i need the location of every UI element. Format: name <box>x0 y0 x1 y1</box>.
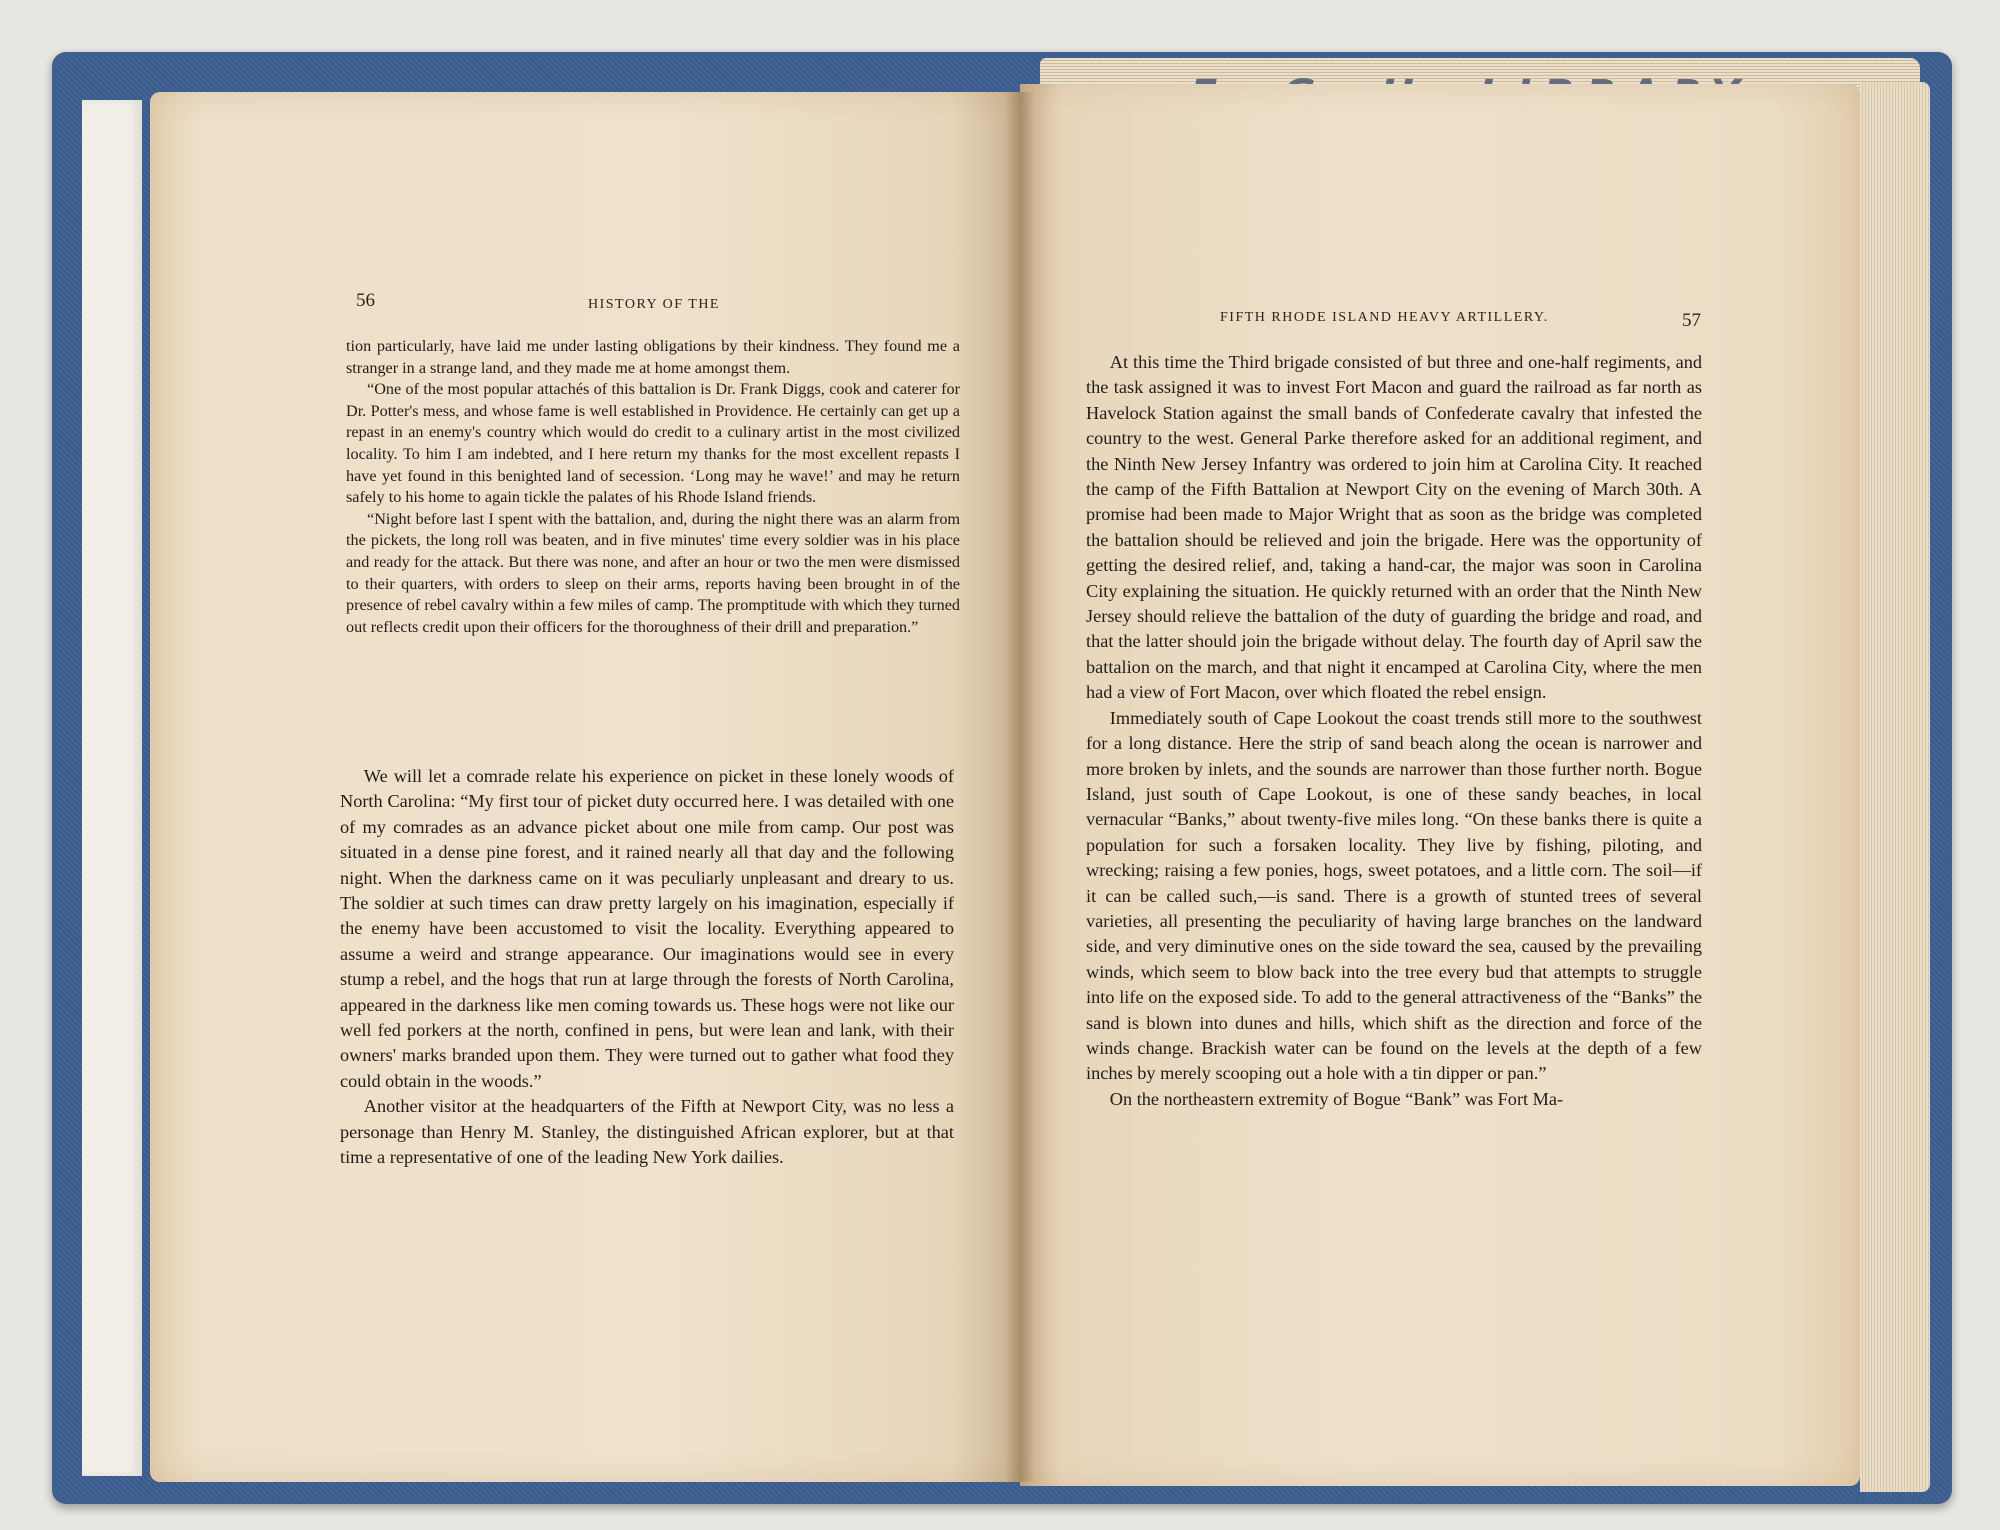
paragraph: tion particularly, have laid me under lasting obligations by their kindness. They found me a stranger in a strange land, and they made me at home amongst them. <box>346 337 960 377</box>
page-number-right: 57 <box>1682 310 1701 331</box>
fore-edge <box>1860 82 1930 1492</box>
paragraph: On the northeastern extremity of Bogue “Bank” was Fort Ma- <box>1109 1088 1564 1109</box>
flyleaf <box>82 100 142 1476</box>
running-head-right: FIFTH RHODE ISLAND HEAVY ARTILLERY. <box>1220 310 1549 325</box>
running-head-left: HISTORY OF THE <box>588 297 720 312</box>
right-page-body <box>1086 350 1702 1112</box>
left-page-body <box>340 764 954 1171</box>
gutter <box>1005 92 1035 1482</box>
page-number-left: 56 <box>356 290 375 311</box>
paragraph: Another visitor at the headquarters of the Fifth at Newport City, was no less a personage than Henry M. Stanley, the distinguished African explorer, but at that time a representative of one of the leading New York dailies. <box>340 1096 954 1168</box>
paragraph: At this time the Third brigade consisted of but three and one-half regiments, and the task assigned it was to invest Fort Macon and guard the railroad as far north as Havelock Station against the small bands of Confederate cavalry that infested the country to the west. General Parke therefore asked for an additional regiment, and the Ninth New Jersey Infantry was ordered to join him at Carolina City. It reached the camp of the Fifth Battalion at Newport City on the evening of March 30th. A promise had been made to Major Wright that as soon as the bridge was completed the battalion should be relieved and join the brigade. Here was the opportunity of getting the desired relief, and, taking a hand-car, the major was soon in Carolina City explaining the situation. He quickly returned with an order that the Ninth New Jersey should relieve the battalion of the duty of guarding the bridge and road, and that the latter should join the brigade without delay. The fourth day of April saw the battalion on the march, and that night it encamped at Carolina City, where the men had a view of Fort Macon, over which floated the rebel ensign. <box>1086 352 1702 703</box>
paragraph: Immediately south of Cape Lookout the coast trends still more to the southwest for a long distance. Here the strip of sand beach along the ocean is narrower and more broken by inlets, and the sounds are narrower than those further north. Bogue Island, just south of Cape Lookout, is one of these sandy beaches, in local vernacular “Banks,” about twenty-five miles long. “On these banks there is quite a population for such a forsaken locality. They live by fishing, piloting, and wrecking; raising a few ponies, hogs, sweet potatoes, and a little corn. The soil—if it can be called such,—is sand. There is a growth of stunted trees of several varieties, all presenting the peculiarity of having large branches on the landward side, and very diminutive ones on the side toward the sea, caused by the prevailing winds, which seem to blow back into the tree every bud that attempts to struggle into life on the exposed side. To add to the general attractiveness of the “Banks” the sand is blown into dunes and hills, which shift as the direction and force of the winds change. Brackish water can be found on the levels at the depth of a few inches by merely scooping out a hole with a tin dipper or pan.” <box>1086 707 1702 1084</box>
paragraph: “One of the most popular attachés of this battalion is Dr. Frank Diggs, cook and caterer for Dr. Potter's mess, and whose fame is well established in Providence. He certainly can get up a repast in an enemy's country which would do credit to a culinary artist in the most civilized locality. To him I am indebted, and I here return my thanks for the most excellent repasts I have yet found in this benighted land of secession. ‘Long may he wave!’ and may he return safely to his home to again tickle the palates of his Rhode Island friends. <box>346 380 960 507</box>
left-page-quote <box>346 336 960 638</box>
paragraph: “Night before last I spent with the battalion, and, during the night there was an alarm from the pickets, the long roll was beaten, and in five minutes' time every soldier was in his place and ready for the attack. But there was none, and after an hour or two the men were dismissed to their quarters, with orders to sleep on their arms, reports having been brought in of the presence of rebel cavalry within a few miles of camp. The promptitude with which they turned out reflects credit upon their officers for the thoroughness of their drill and preparation.” <box>346 509 960 636</box>
paragraph: We will let a comrade relate his experience on picket in these lonely woods of North Carolina: “My first tour of picket duty occurred here. I was detailed with one of my comrades as an advance picket about one mile from camp. Our post was situated in a dense pine forest, and it rained nearly all that day and the following night. When the darkness came on it was peculiarly unpleasant and dreary to us. The soldier at such times can draw pretty largely on his imagination, especially if the enemy have been accustomed to visit the locality. Everything appeared to assume a weird and strange appearance. Our imaginations would see in every stump a rebel, and the hogs that run at large through the forests of North Carolina, appeared in the darkness like men coming towards us. These hogs were not like our well fed porkers at the north, confined in pens, but were lean and lank, with their owners' marks branded upon them. They were turned out to gather what food they could obtain in the woods.” <box>340 766 954 1091</box>
